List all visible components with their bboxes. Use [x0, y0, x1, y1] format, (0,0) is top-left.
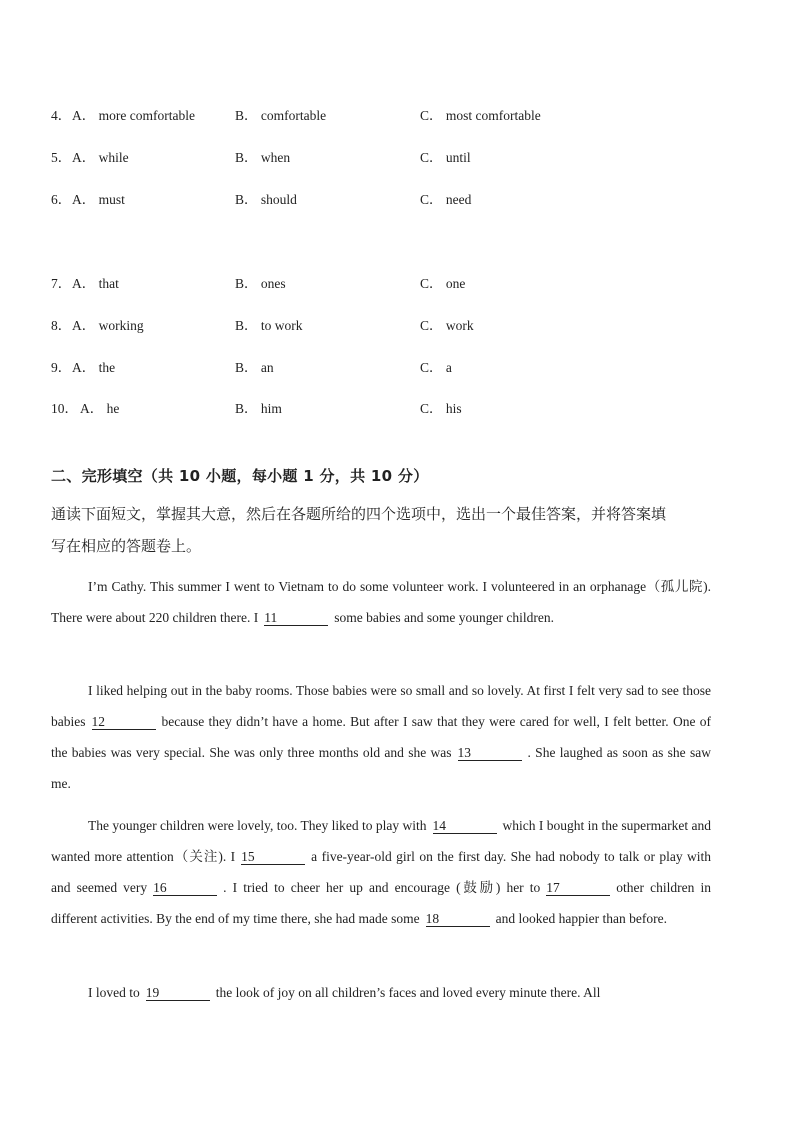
passage-text: because they didn’t have a home. But after I saw that they were cared for well, I felt better. One of the babies was very special. She was only three months old and she was — [51, 714, 711, 760]
option-c: C． work — [420, 318, 474, 333]
option-row-9 — [0, 356, 794, 376]
option-row-5 — [0, 146, 794, 166]
passage-paragraph-4 — [51, 977, 711, 1008]
option-c: C． until — [420, 150, 471, 165]
option-b: B． when — [235, 150, 291, 165]
passage-text: I liked helping out in the baby rooms. Those babies were so small and so lovely. At first I felt very sad to see those babies — [51, 683, 711, 729]
option-row-7 — [0, 272, 794, 292]
option-row-4 — [0, 104, 794, 124]
passage-text: which I bought in the supermarket and wanted more attention（关注). I — [51, 818, 711, 864]
option-a: A． he — [80, 401, 120, 416]
blank-16: 16 — [153, 880, 217, 896]
blank-12: 12 — [92, 714, 156, 730]
option-c: C． one — [420, 276, 466, 291]
option-c: C． need — [420, 192, 472, 207]
passage-text: a five-year-old girl on the first day. She had nobody to talk or play with and seemed very — [51, 849, 711, 895]
option-b: B． an — [235, 360, 274, 375]
passage-paragraph-2 — [51, 675, 711, 799]
option-a: A． while — [72, 150, 129, 165]
passage-text: the look of joy on all children’s faces and loved every minute there. All — [215, 985, 601, 1000]
passage-text: I’m Cathy. This summer I went to Vietnam to do some volunteer work. I volunteered in an orphanage（孤儿院). There were about 220 children there. I — [51, 579, 711, 625]
blank-13: 13 — [458, 745, 522, 761]
option-a: A． more comfortable — [72, 108, 195, 123]
section-title: 二、完形填空（共 10 小题，每小题 1 分，共 10 分） — [51, 467, 429, 485]
blank-18: 18 — [426, 911, 490, 927]
instruction-line-2: 写在相应的答题卷上。 — [51, 537, 202, 555]
passage-text: . I tried to cheer her up and encourage (鼓励) her to — [223, 880, 541, 895]
option-b: B． to work — [235, 318, 303, 333]
option-row-8 — [0, 314, 794, 334]
option-c: C． most comfortable — [420, 108, 541, 123]
question-number: 8． — [51, 318, 72, 333]
option-a: A． must — [72, 192, 125, 207]
passage-text: other children in different activities. By the end of my time there, she had made some — [51, 880, 711, 926]
passage-text: I loved to — [88, 985, 140, 1000]
option-a: A． that — [72, 276, 119, 291]
option-c: C． his — [420, 401, 462, 416]
option-row-10 — [0, 397, 794, 417]
blank-14: 14 — [433, 818, 497, 834]
question-number: 6． — [51, 192, 72, 207]
question-number: 9． — [51, 360, 72, 375]
passage-paragraph-3 — [51, 810, 711, 934]
question-number: 4． — [51, 108, 72, 123]
instruction-line-1: 通读下面短文，掌握其大意，然后在各题所给的四个选项中，选出一个最佳答案，并将答案填 — [51, 505, 667, 523]
option-b: B． ones — [235, 276, 286, 291]
passage-text: some babies and some younger children. — [334, 610, 554, 625]
passage-text: The younger children were lovely, too. They liked to play with — [88, 818, 427, 833]
option-row-6 — [0, 188, 794, 208]
question-number: 7． — [51, 276, 72, 291]
option-a: A． working — [72, 318, 144, 333]
passage-text: and looked happier than before. — [495, 911, 667, 926]
passage-text: . She laughed as soon as she saw me. — [51, 745, 711, 791]
option-b: B． him — [235, 401, 282, 416]
blank-19: 19 — [146, 985, 210, 1001]
option-b: B． should — [235, 192, 297, 207]
question-number: 10． — [51, 401, 78, 416]
option-c: C． a — [420, 360, 452, 375]
option-a: A． the — [72, 360, 116, 375]
blank-11: 11 — [264, 610, 328, 626]
question-number: 5． — [51, 150, 72, 165]
blank-15: 15 — [241, 849, 305, 865]
passage-paragraph-1 — [51, 571, 711, 633]
option-b: B． comfortable — [235, 108, 327, 123]
blank-17: 17 — [546, 880, 610, 896]
